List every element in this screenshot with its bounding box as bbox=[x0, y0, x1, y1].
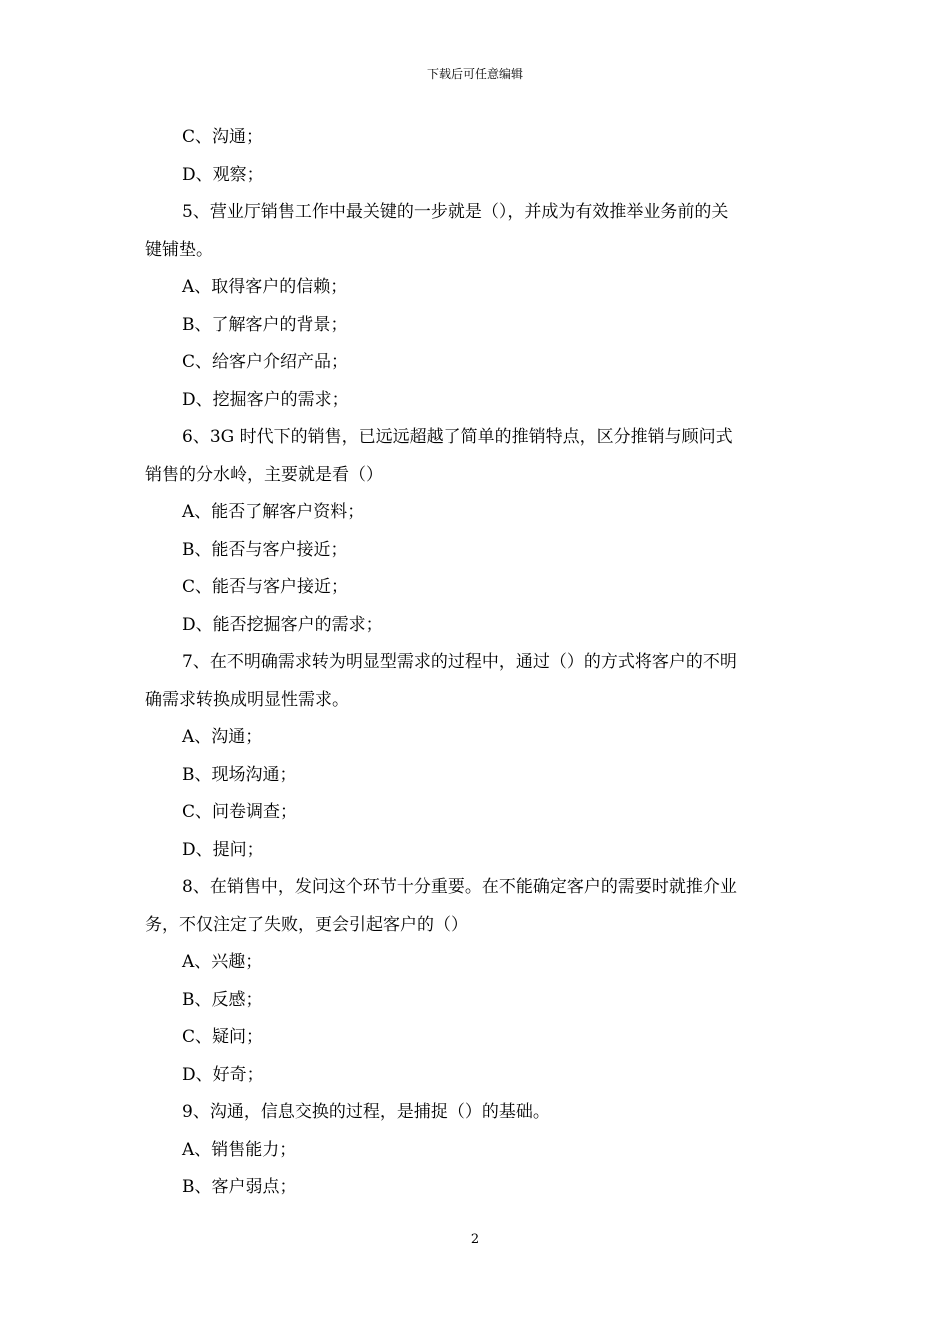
text-line: C、问卷调查； bbox=[182, 802, 298, 822]
text-line: 6、3G 时代下的销售，已远远超越了简单的推销特点，区分推销与顾问式 bbox=[182, 427, 733, 447]
text-line: 5、营业厅销售工作中最关键的一步就是（），并成为有效推举业务前的关 bbox=[182, 202, 729, 222]
text-line: B、现场沟通； bbox=[182, 764, 297, 785]
text-line: C、沟通； bbox=[182, 127, 264, 147]
text-line: D、提问； bbox=[182, 839, 264, 860]
page-header: 下载后可任意编辑 bbox=[426, 67, 523, 81]
text-line: C、能否与客户接近； bbox=[182, 577, 349, 597]
text-line: 8、在销售中，发问这个环节十分重要。在不能确定客户的需要时就推介业 bbox=[182, 877, 737, 897]
text-line: B、能否与客户接近； bbox=[182, 539, 348, 560]
text-line: C、给客户介绍产品； bbox=[182, 352, 349, 372]
text-line: C、疑问； bbox=[182, 1027, 264, 1047]
text-line: D、挖掘客户的需求； bbox=[182, 389, 349, 410]
text-line: A、兴趣； bbox=[182, 952, 263, 972]
text-line: 键铺垫。 bbox=[145, 239, 213, 260]
text-line: B、了解客户的背景； bbox=[182, 314, 348, 335]
text-line: 9、沟通，信息交换的过程，是捕捉（）的基础。 bbox=[182, 1102, 550, 1122]
text-line: D、好奇； bbox=[182, 1064, 264, 1085]
text-line: A、能否了解客户资料； bbox=[182, 502, 365, 522]
text-line: 务，不仅注定了失败，更会引起客户的（） bbox=[145, 914, 468, 935]
text-line: D、能否挖掘客户的需求； bbox=[182, 614, 383, 635]
text-line: A、沟通； bbox=[182, 727, 263, 747]
text-line: 销售的分水岭，主要就是看（） bbox=[145, 464, 383, 485]
text-line: B、客户弱点； bbox=[182, 1177, 297, 1197]
text-line: D、观察； bbox=[182, 164, 264, 185]
text-line: A、取得客户的信赖； bbox=[182, 277, 348, 297]
text-line: B、反感； bbox=[182, 989, 263, 1010]
text-line: 确需求转换成明显性需求。 bbox=[145, 689, 349, 710]
text-line: A、销售能力； bbox=[182, 1139, 297, 1160]
text-line: 7、在不明确需求转为明显型需求的过程中，通过（）的方式将客户的不明 bbox=[182, 652, 737, 672]
page-number: 2 bbox=[470, 1232, 480, 1247]
document-body bbox=[145, 119, 810, 1207]
